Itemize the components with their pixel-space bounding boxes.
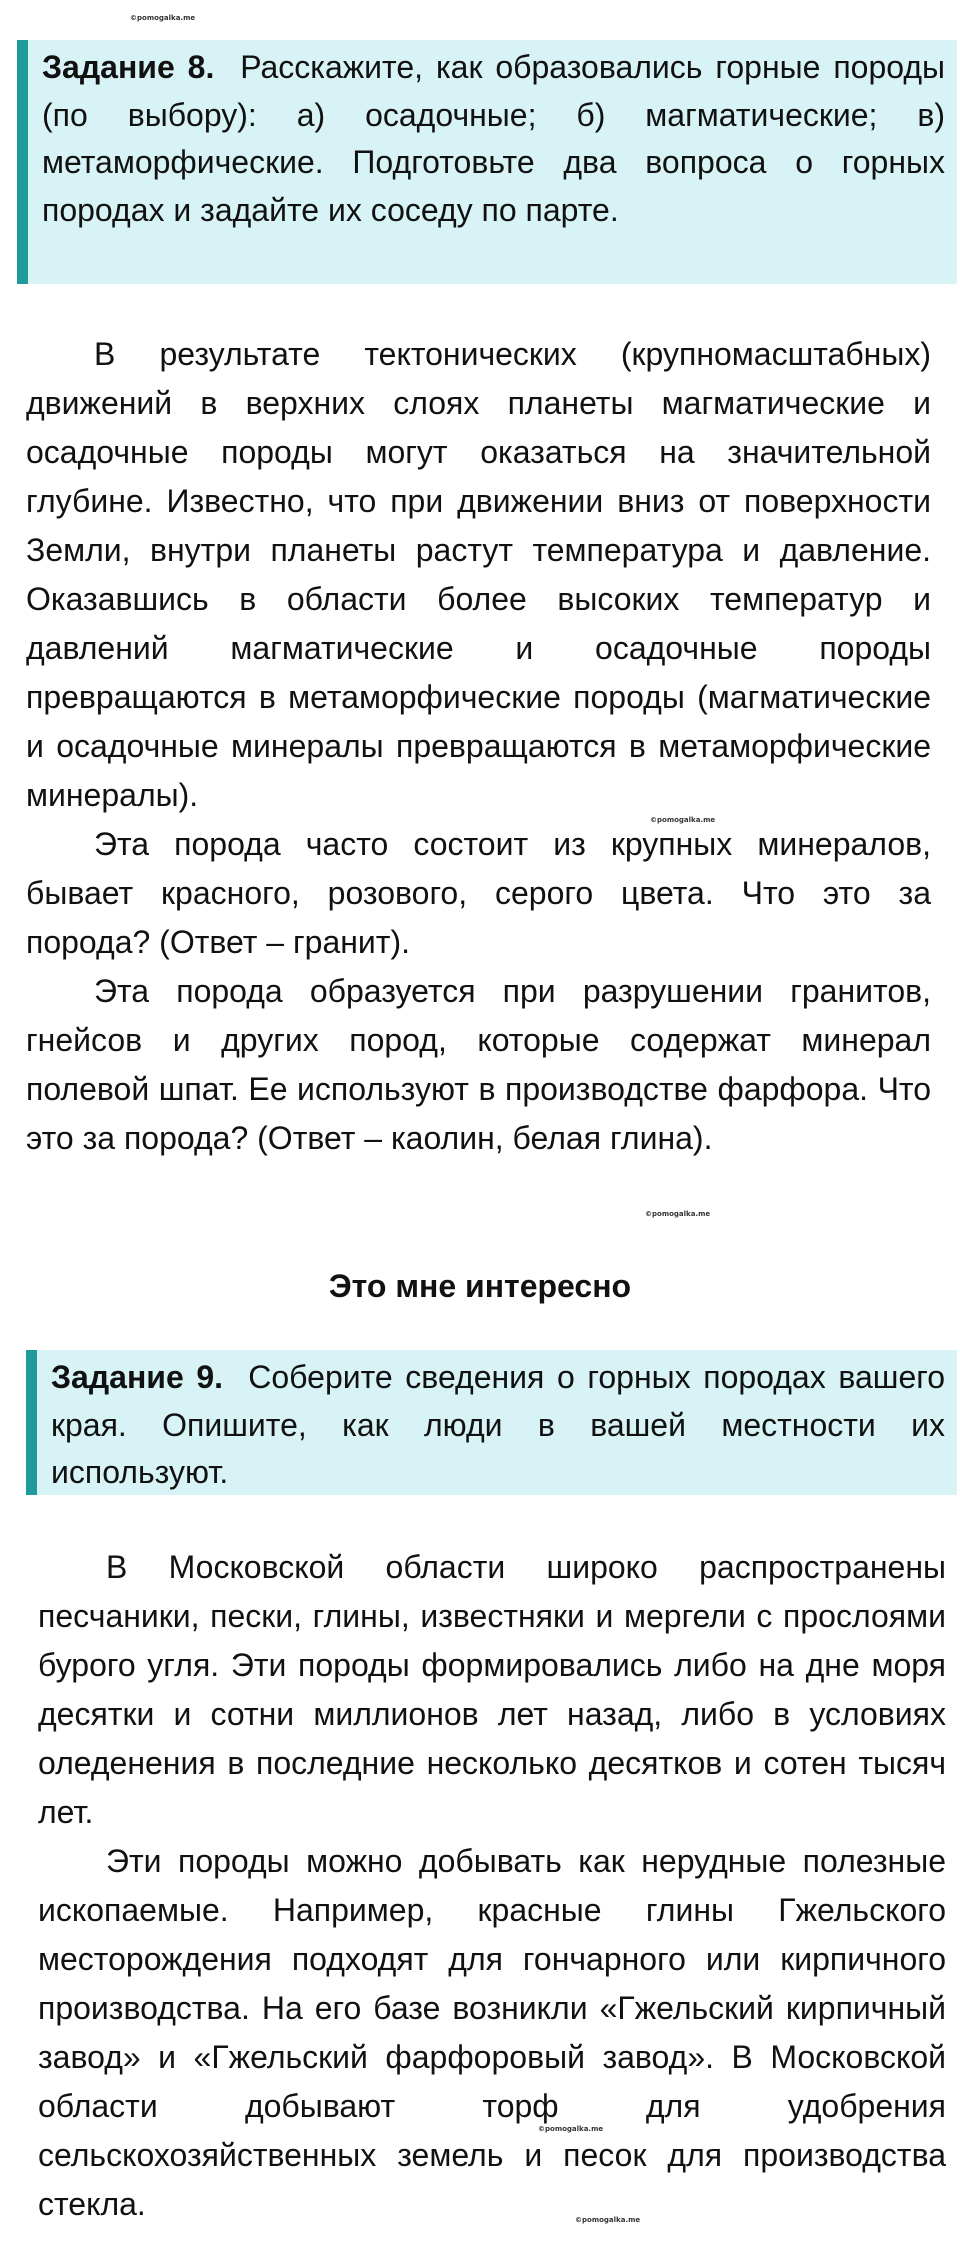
- task-8-box: [17, 40, 957, 284]
- watermark: ©pomogalka.me: [645, 1210, 711, 1218]
- task-8-text: Расскажите, как образовались горные породы (по выбору): а) осадочные; б) магматические; в) метаморфические. Подготовьте два вопроса о горных породах и задайте их соседу по парте.: [42, 49, 946, 228]
- task-8-answer: [26, 330, 931, 1163]
- answer-8-paragraph-3: Эта порода образуется при разрушении гранитов, гнейсов и других пород, которые содержат минерал полевой шпат. Ее используют в производстве фарфора. Что это за порода? (Ответ – каолин, белая глина).: [26, 973, 931, 1156]
- task-9-label: Задание 9.: [51, 1359, 224, 1395]
- task-9-text: Соберите сведения о горных породах вашего края. Опишите, как люди в вашей местности их используют.: [51, 1359, 946, 1490]
- section-heading: Это мне интересно: [328, 1268, 632, 1304]
- answer-8-paragraph-2: Эта порода часто состоит из крупных минералов, бывает красного, розового, серого цвета. Что это за порода? (Ответ – гранит).: [26, 826, 931, 960]
- watermark: ©pomogalka.me: [130, 14, 196, 22]
- answer-8-paragraph-1: В результате тектонических (крупномасштабных) движений в верхних слоях планеты магматические и осадочные породы могут оказаться на значительной глубине. Известно, что при движении вниз от поверхности Земли, внутри планеты растут температура и давление. Оказавшись в области более высоких температур и давлений магматические и осадочные породы превращаются в метаморфические породы (магматические и осадочные минералы превращаются в метаморфические минералы).: [26, 336, 931, 813]
- watermark: ©pomogalka.me: [538, 2125, 604, 2133]
- answer-9-paragraph-1: В Московской области широко распространены песчаники, пески, глины, известняки и мергели с прослоями бурого угля. Эти породы формировались либо на дне моря десятки и сотни миллионов лет назад, либо в условиях оледенения в последние несколько десятков и сотен тысяч лет.: [38, 1549, 946, 1830]
- watermark: ©pomogalka.me: [650, 816, 716, 824]
- watermark: ©pomogalka.me: [575, 2216, 641, 2224]
- task-9-box: [26, 1350, 957, 1495]
- task-9-answer: [38, 1543, 946, 2229]
- answer-9-paragraph-2: Эти породы можно добывать как нерудные полезные ископаемые. Например, красные глины Гжельского месторождения подходят для гончарного или кирпичного производства. На его базе возникли «Гжельский кирпичный завод» и «Гжельский фарфоровый завод». В Московской области добывают торф для удобрения сельскохозяйственных земель и песок для производства стекла.: [38, 1843, 946, 2222]
- task-8-label: Задание 8.: [42, 49, 215, 85]
